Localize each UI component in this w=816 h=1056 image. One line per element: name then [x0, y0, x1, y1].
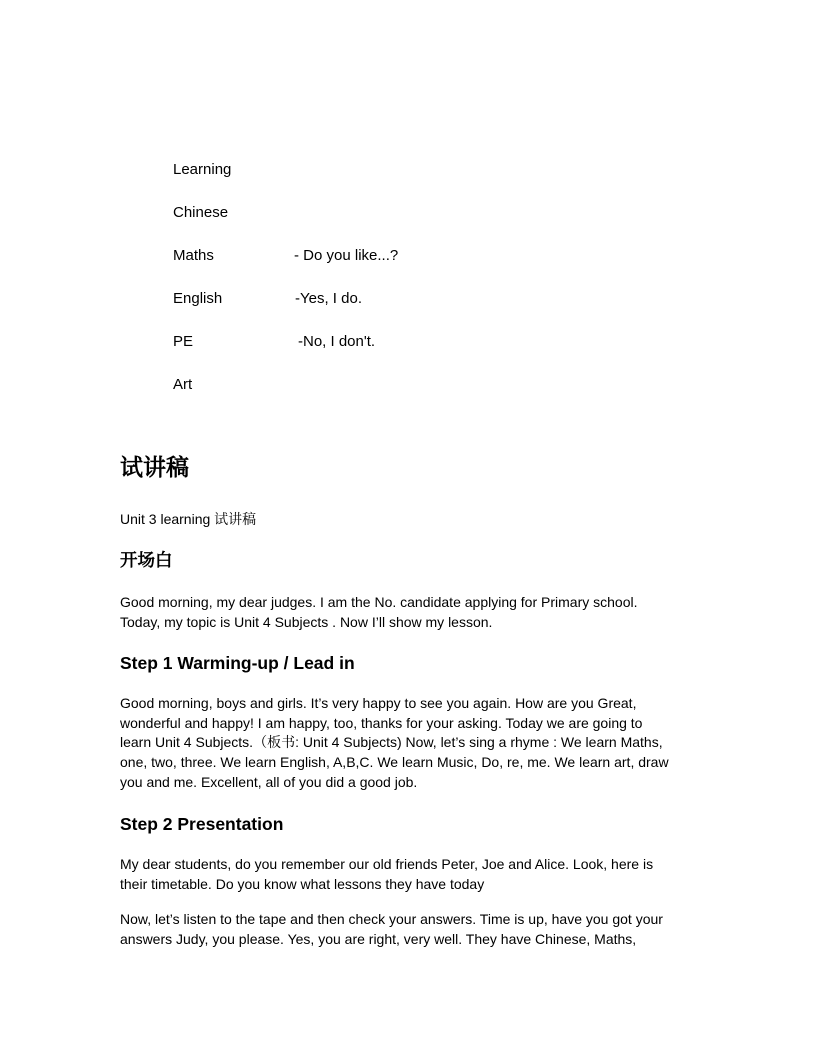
- section-heading-step1: Step 1 Warming-up / Lead in: [120, 653, 355, 673]
- board-row: [173, 332, 376, 352]
- board-row: [173, 246, 399, 266]
- board-word: PE: [173, 333, 194, 350]
- board-word: Art: [173, 376, 193, 393]
- board-phrase: - Do you like...?: [294, 247, 399, 264]
- board-word: Chinese: [173, 204, 229, 221]
- paragraph: [120, 593, 700, 632]
- board-phrase: -Yes, I do.: [295, 290, 362, 307]
- text-line: Today, my topic is Unit 4 Subjects . Now I’ll show my lesson.: [120, 613, 493, 630]
- section-heading-step2: Step 2 Presentation: [120, 814, 284, 834]
- section-heading-opening: 开场白: [120, 551, 173, 571]
- paragraph: [120, 694, 700, 793]
- board-row: [173, 289, 362, 309]
- document-subtitle: Unit 3 learning 试讲稿: [120, 511, 257, 527]
- document-title: 试讲稿: [120, 455, 189, 481]
- text-line: Now, let’s listen to the tape and then check your answers. Time is up, have you got your: [120, 911, 663, 927]
- board-word: Maths: [173, 247, 214, 264]
- text-line: Good morning, boys and girls. It’s very happy to see you again. How are you Great,: [120, 695, 637, 711]
- text-line: one, two, three. We learn English, A,B,C. We learn Music, Do, re, me. We learn art, draw: [120, 754, 669, 771]
- text-line: Good morning, my dear judges. I am the No. candidate applying for Primary school.: [120, 594, 638, 610]
- board-word: English: [173, 290, 223, 307]
- board-row: [173, 160, 231, 180]
- board-phrase: -No, I don't.: [298, 333, 376, 350]
- text-line: their timetable. Do you know what lessons they have today: [120, 875, 485, 892]
- text-line: wonderful and happy! I am happy, too, thanks for your asking. Today we are going to: [120, 714, 643, 731]
- board-row: [173, 203, 228, 223]
- text-line: learn Unit 4 Subjects.（板书: Unit 4 Subjects) Now, let’s sing a rhyme : We learn Maths,: [120, 734, 663, 751]
- paragraph: [120, 855, 700, 894]
- text-line: answers Judy, you please. Yes, you are right, very well. They have Chinese, Maths,: [120, 930, 637, 947]
- paragraph: [120, 910, 700, 949]
- text-line: you and me. Excellent, all of you did a good job.: [120, 773, 418, 790]
- board-word: Learning: [173, 161, 232, 178]
- text-line: My dear students, do you remember our old friends Peter, Joe and Alice. Look, here is: [120, 856, 654, 872]
- board-row: [173, 375, 192, 395]
